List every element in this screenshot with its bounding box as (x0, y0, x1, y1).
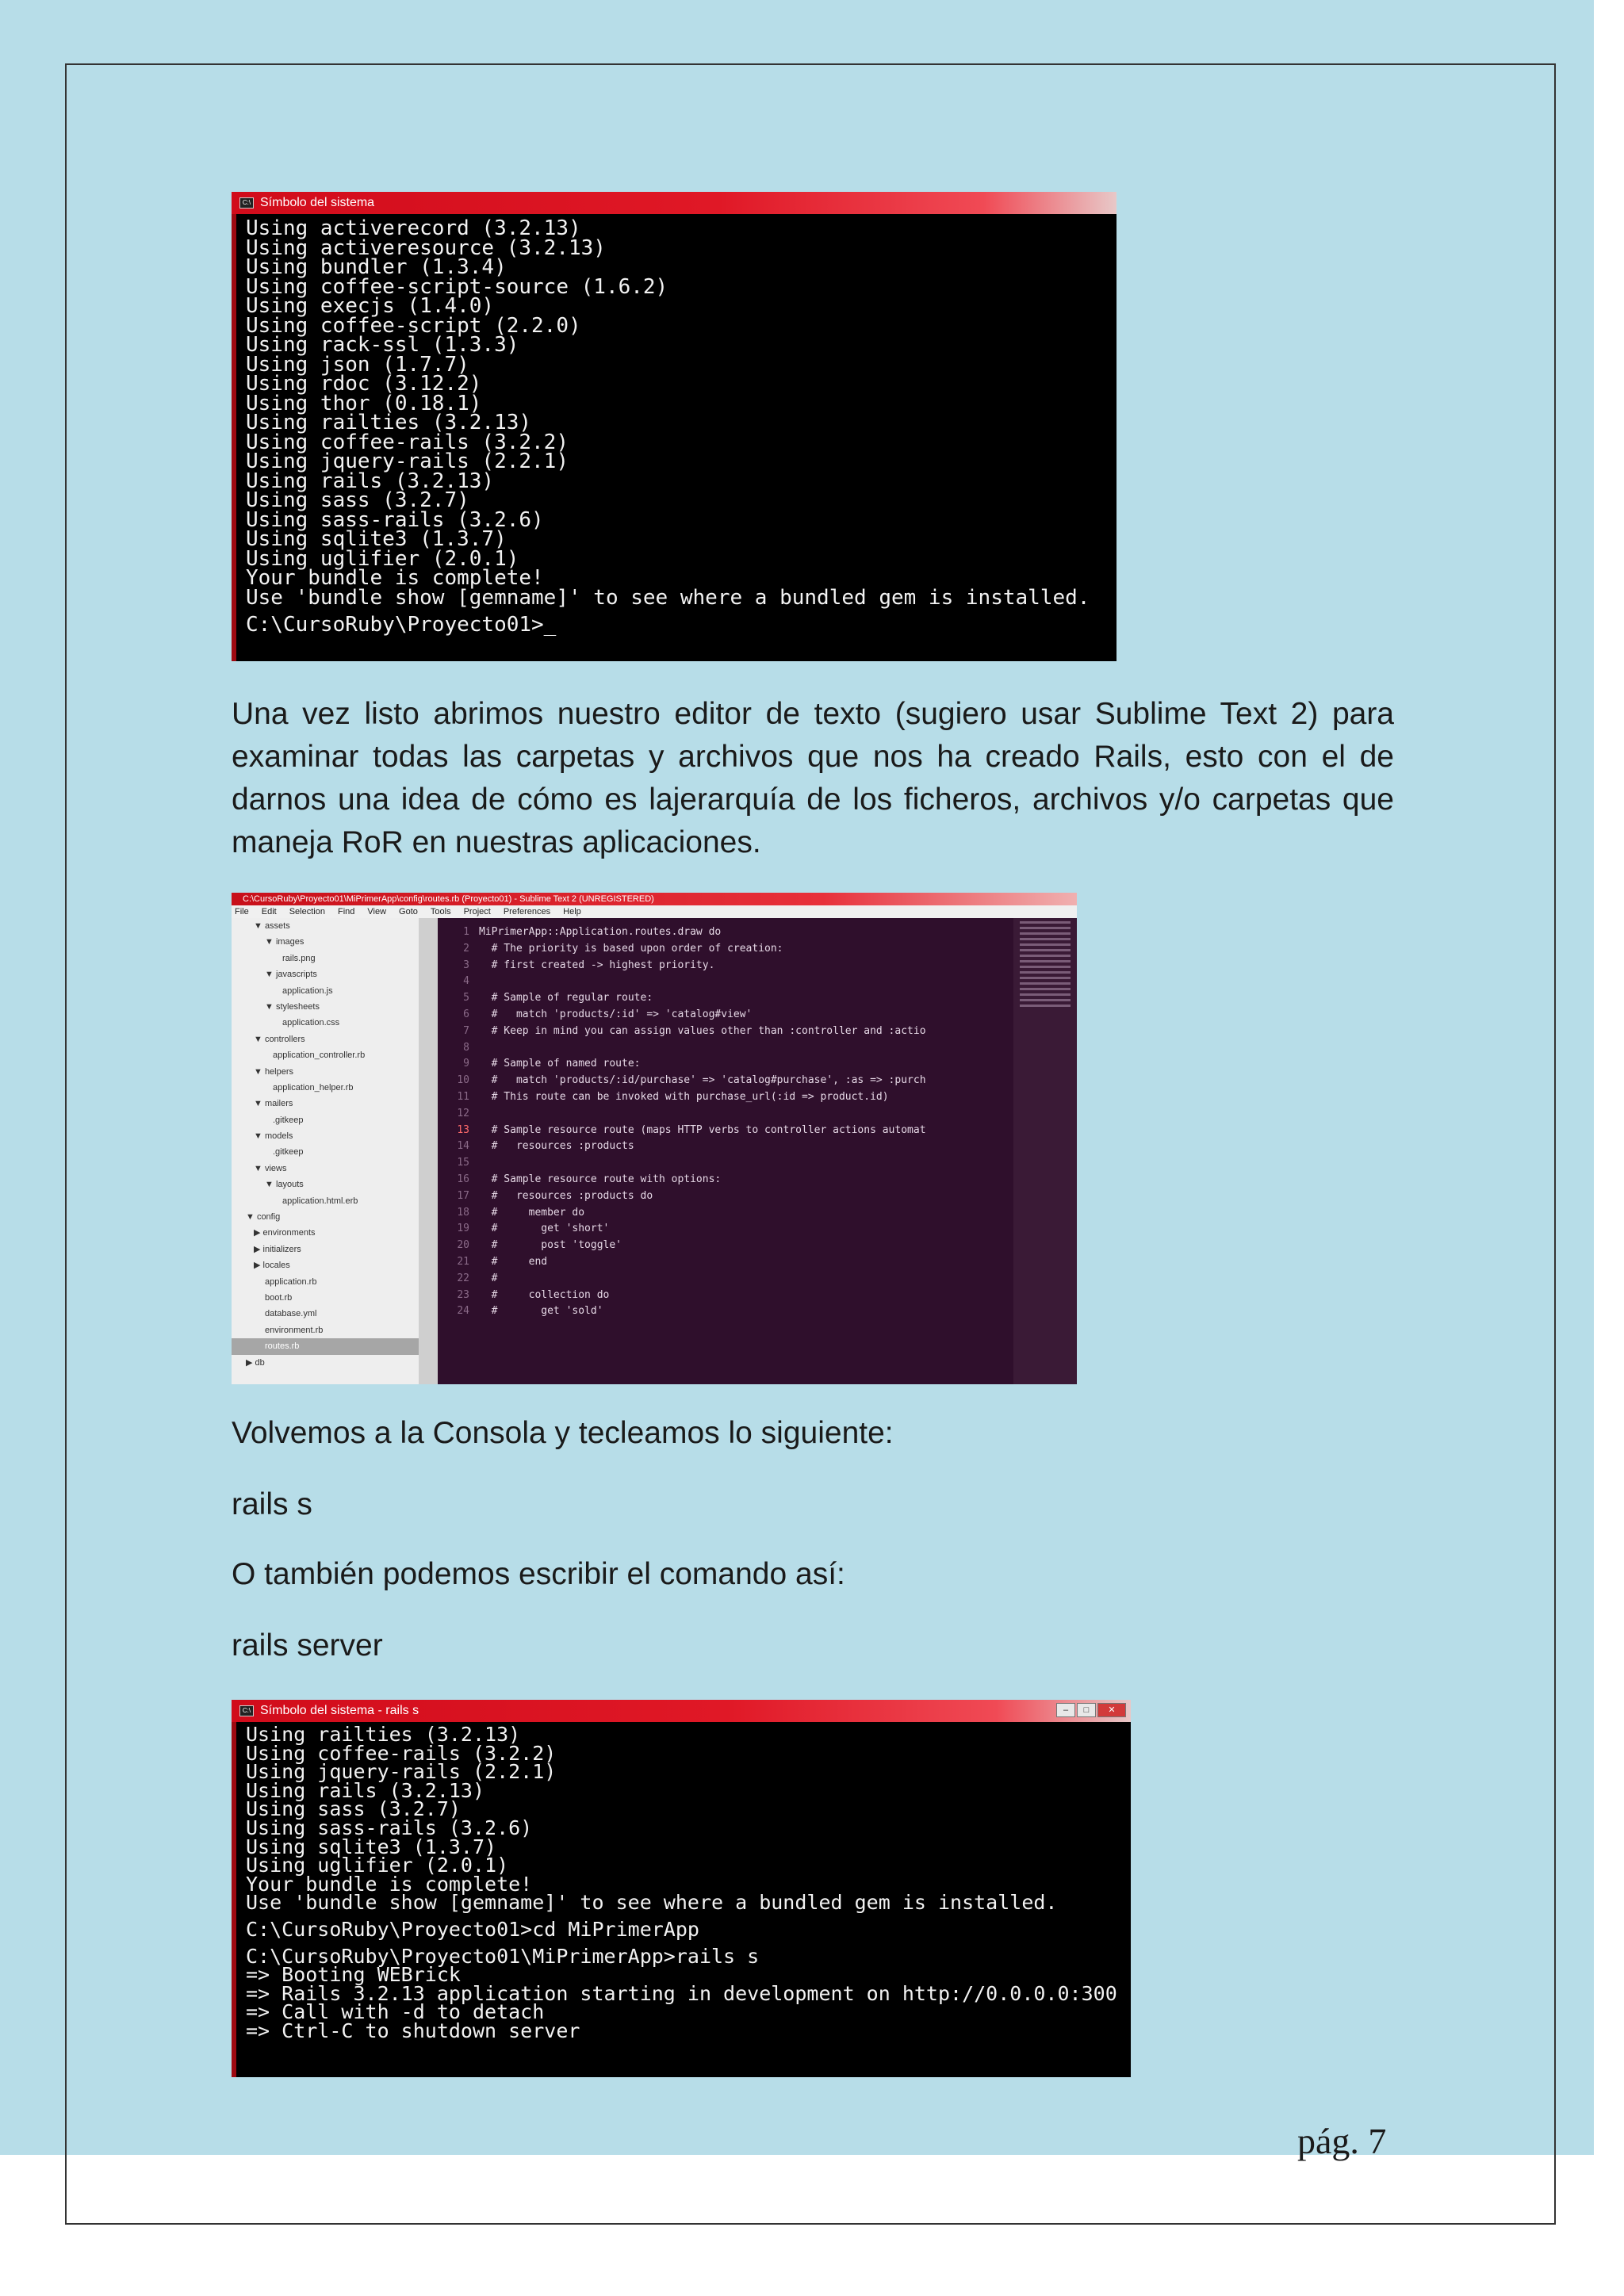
sublime-menu-item: Edit (261, 907, 277, 916)
line-number: 3 (463, 959, 469, 971)
sublime-minimap (1013, 918, 1077, 1384)
console-title: Símbolo del sistema (260, 196, 375, 209)
code-text: # match 'products/:id/purchase' => 'catalog#purchase', :as => :purch (479, 1074, 926, 1087)
line-number: 14 (457, 1140, 469, 1153)
file-tree-item: application.rb (265, 1276, 317, 1287)
sublime-menu-item: View (367, 907, 387, 916)
console-output: Using railties (3.2.13) Using coffee-rails (3.2.2) Using jquery-rails (2.2.1) Using rails (3.2.13) Using sass (3.2.7) Using sass-rails (3.2.6) Using sqlite3 (1.3.7) Using uglifier (2.0.1) Your bundle is complete! Use 'bundle show [gemname]' to see where a bundled gem is installed. (246, 1723, 1058, 1915)
code-line (438, 958, 1013, 974)
code-line (438, 1073, 1013, 1089)
line-number: 15 (457, 1157, 469, 1169)
line-number: 18 (457, 1206, 469, 1219)
file-tree-item: .gitkeep (273, 1147, 304, 1158)
page-number: pág. 7 (1297, 2121, 1387, 2161)
text-volvemos: Volvemos a la Consola y tecleamos lo siguiente: (232, 1416, 894, 1450)
file-tree-item: application.html.erb (282, 1196, 358, 1206)
text-rails-server: rails server (232, 1628, 383, 1663)
line-number: 11 (457, 1091, 469, 1103)
line-number: 1 (463, 926, 469, 938)
code-line (438, 941, 1013, 958)
code-line (438, 1138, 1013, 1155)
code-line (438, 1238, 1013, 1254)
code-text: MiPrimerApp::Application.routes.draw do (479, 926, 722, 938)
code-text: # collection do (479, 1288, 610, 1301)
sublime-title: C:\CursoRuby\Proyecto01\MiPrimerApp\config\routes.rb (Proyecto01) - Sublime Text 2 (UNREGISTERED) (243, 894, 654, 904)
console-server-output: C:\CursoRuby\Proyecto01\MiPrimerApp>rails s => Booting WEBrick => Rails 3.2.13 application starting in development on http://0.0.0.0:300 => Call with -d to detach => Ctrl-C to shutdown server (246, 1944, 1117, 2042)
file-tree-item: ▼ stylesheets (265, 1001, 320, 1012)
console-title: Símbolo del sistema - rails s (260, 1704, 419, 1717)
file-tree-item: boot.rb (265, 1292, 293, 1303)
console-icon: C:\ (239, 1705, 254, 1716)
file-tree-item: ▶ initializers (254, 1244, 301, 1254)
file-tree-item: application.css (282, 1018, 340, 1028)
sublime-titlebar (232, 893, 1077, 905)
code-text: # resources :products (479, 1140, 634, 1153)
sublime-scrollbar (419, 918, 438, 1384)
line-number: 17 (457, 1189, 469, 1202)
line-number: 22 (457, 1272, 469, 1284)
line-number: 7 (463, 1024, 469, 1037)
file-tree-item: ▼ mailers (254, 1099, 293, 1109)
file-tree-item: environment.rb (265, 1325, 324, 1335)
code-text: # Sample resource route with options: (479, 1173, 722, 1185)
code-text: # The priority is based upon order of creation: (479, 942, 783, 955)
console-body (232, 1722, 1131, 2077)
sublime-menu-item: Project (463, 907, 491, 916)
sublime-file-tree (232, 918, 419, 1384)
code-text: # member do (479, 1206, 585, 1219)
sublime-menu-item: Find (337, 907, 355, 916)
code-line (438, 1221, 1013, 1238)
line-number: 9 (463, 1058, 469, 1070)
file-tree-item: application.js (282, 985, 333, 996)
code-line (438, 1056, 1013, 1073)
code-text: # get 'short' (479, 1223, 610, 1235)
sublime-menu-item: Selection (289, 907, 325, 916)
file-tree-item: ▼ helpers (254, 1066, 294, 1077)
sublime-menu-item: Tools (430, 907, 451, 916)
line-number: 10 (457, 1074, 469, 1087)
console-screenshot-2 (232, 1700, 1131, 2077)
line-number: 21 (457, 1256, 469, 1268)
code-line (438, 1089, 1013, 1106)
code-text: # This route can be invoked with purchase_url(:id => product.id) (479, 1091, 889, 1103)
code-text: # (479, 1272, 498, 1284)
line-number: 13 (457, 1123, 469, 1136)
code-line (438, 1172, 1013, 1188)
code-line (438, 1123, 1013, 1139)
console-output: Using activerecord (3.2.13) Using activeresource (3.2.13) Using bundler (1.3.4) Using coffee-script-source (1.6.2) Using execjs (1.4.0) Using coffee-script (2.2.0) Using rack-ssl (1.3.3) Using json (1.7.7) Using rdoc (3.12.2) Using thor (0.18.1) Using railties (3.2.13) Using coffee-rails (3.2.2) Using jquery-rails (2.2.1) Using rails (3.2.13) Using sass (3.2.7) Using sass-rails (3.2.6) Using sqlite3 (1.3.7) Using uglifier (2.0.1) Your bundle is complete! Use 'bundle show [gemname]' to see where a bundled gem is installed. (246, 216, 1090, 610)
intro-paragraph: Una vez listo abrimos nuestro editor de texto (sugiero usar Sublime Text 2) para examinar todas las carpetas y archivos que nos ha creado Rails, esto con el de darnos una idea de cómo es lajerarquía de los ficheros, archivos y/o carpetas que maneja RoR en nuestras aplicaciones. (232, 697, 1394, 859)
line-number: 24 (457, 1305, 469, 1318)
window-buttons (1056, 1703, 1126, 1717)
console-prompt: C:\CursoRuby\Proyecto01>_ (246, 613, 557, 637)
code-line (438, 1040, 1013, 1057)
code-line (438, 1254, 1013, 1271)
code-line (438, 924, 1013, 941)
minimize-icon: – (1056, 1703, 1075, 1717)
console-icon: C:\ (239, 197, 254, 209)
file-tree-item: routes.rb (232, 1338, 419, 1354)
sublime-menu-bar (232, 905, 1077, 918)
code-text: # Sample resource route (maps HTTP verbs to controller actions automat (479, 1123, 926, 1136)
file-tree-item: rails.png (282, 953, 316, 963)
code-text: # resources :products do (479, 1189, 653, 1202)
code-text: # get 'sold' (479, 1305, 603, 1318)
maximize-icon: □ (1077, 1703, 1096, 1717)
text-o-tambien: O también podemos escribir el comando así: (232, 1557, 845, 1591)
line-number: 20 (457, 1239, 469, 1252)
line-number: 8 (463, 1041, 469, 1054)
code-text: # Sample of named route: (479, 1058, 641, 1070)
file-tree-item: ▶ locales (254, 1261, 290, 1271)
sublime-menu-item: Help (563, 907, 581, 916)
code-line (438, 1288, 1013, 1304)
code-text: # Keep in mind you can assign values other than :controller and :actio (479, 1024, 926, 1037)
code-text: # Sample of regular route: (479, 992, 653, 1004)
console-titlebar (232, 1700, 1131, 1722)
console-body (232, 214, 1116, 661)
code-line (438, 1007, 1013, 1024)
code-line (438, 990, 1013, 1007)
line-number: 23 (457, 1288, 469, 1301)
sublime-menu-item: File (235, 907, 249, 916)
file-tree-item: ▼ javascripts (265, 970, 317, 980)
close-icon: ✕ (1097, 1703, 1126, 1717)
file-tree-item: ▼ controllers (254, 1034, 305, 1044)
sublime-main (232, 918, 1077, 1384)
text-rails-s: rails s (232, 1487, 312, 1521)
line-number: 19 (457, 1223, 469, 1235)
code-line (438, 1106, 1013, 1123)
code-line (438, 1155, 1013, 1172)
file-tree-item: ▼ assets (254, 921, 290, 931)
code-text: # match 'products/:id' => 'catalog#view' (479, 1008, 753, 1020)
code-text: # end (479, 1256, 548, 1268)
code-line (438, 1024, 1013, 1040)
file-tree-item: application_controller.rb (273, 1050, 366, 1061)
sublime-menu-item: Preferences (503, 907, 551, 916)
sublime-code-area (438, 918, 1077, 1384)
code-text: # post 'toggle' (479, 1239, 622, 1252)
code-line (438, 1271, 1013, 1288)
line-number: 12 (457, 1107, 469, 1119)
file-tree-item: ▼ layouts (265, 1180, 304, 1190)
line-number: 5 (463, 992, 469, 1004)
code-line (438, 1188, 1013, 1205)
line-number: 2 (463, 942, 469, 955)
console-cd-line: C:\CursoRuby\Proyecto01>cd MiPrimerApp (246, 1917, 699, 1941)
file-tree-item: ▼ images (265, 937, 304, 947)
line-number: 4 (463, 975, 469, 988)
file-tree-item: application_helper.rb (273, 1082, 354, 1093)
file-tree-item: ▼ config (246, 1212, 281, 1223)
sublime-menu-item: Goto (399, 907, 418, 916)
code-text: # first created -> highest priority. (479, 959, 715, 971)
file-tree-item: database.yml (265, 1309, 317, 1319)
line-number: 6 (463, 1008, 469, 1020)
code-line (438, 974, 1013, 990)
line-number: 16 (457, 1173, 469, 1185)
code-line (438, 1303, 1013, 1320)
sublime-editor-screenshot (232, 893, 1077, 1384)
console-titlebar (232, 192, 1116, 214)
file-tree-item: ▼ models (254, 1131, 293, 1142)
console-screenshot-1 (232, 192, 1116, 661)
file-tree-item: ▶ environments (254, 1228, 316, 1238)
file-tree-item: ▶ db (246, 1357, 265, 1368)
code-line (438, 1205, 1013, 1222)
file-tree-item: .gitkeep (273, 1115, 304, 1125)
file-tree-item: ▼ views (254, 1163, 287, 1173)
